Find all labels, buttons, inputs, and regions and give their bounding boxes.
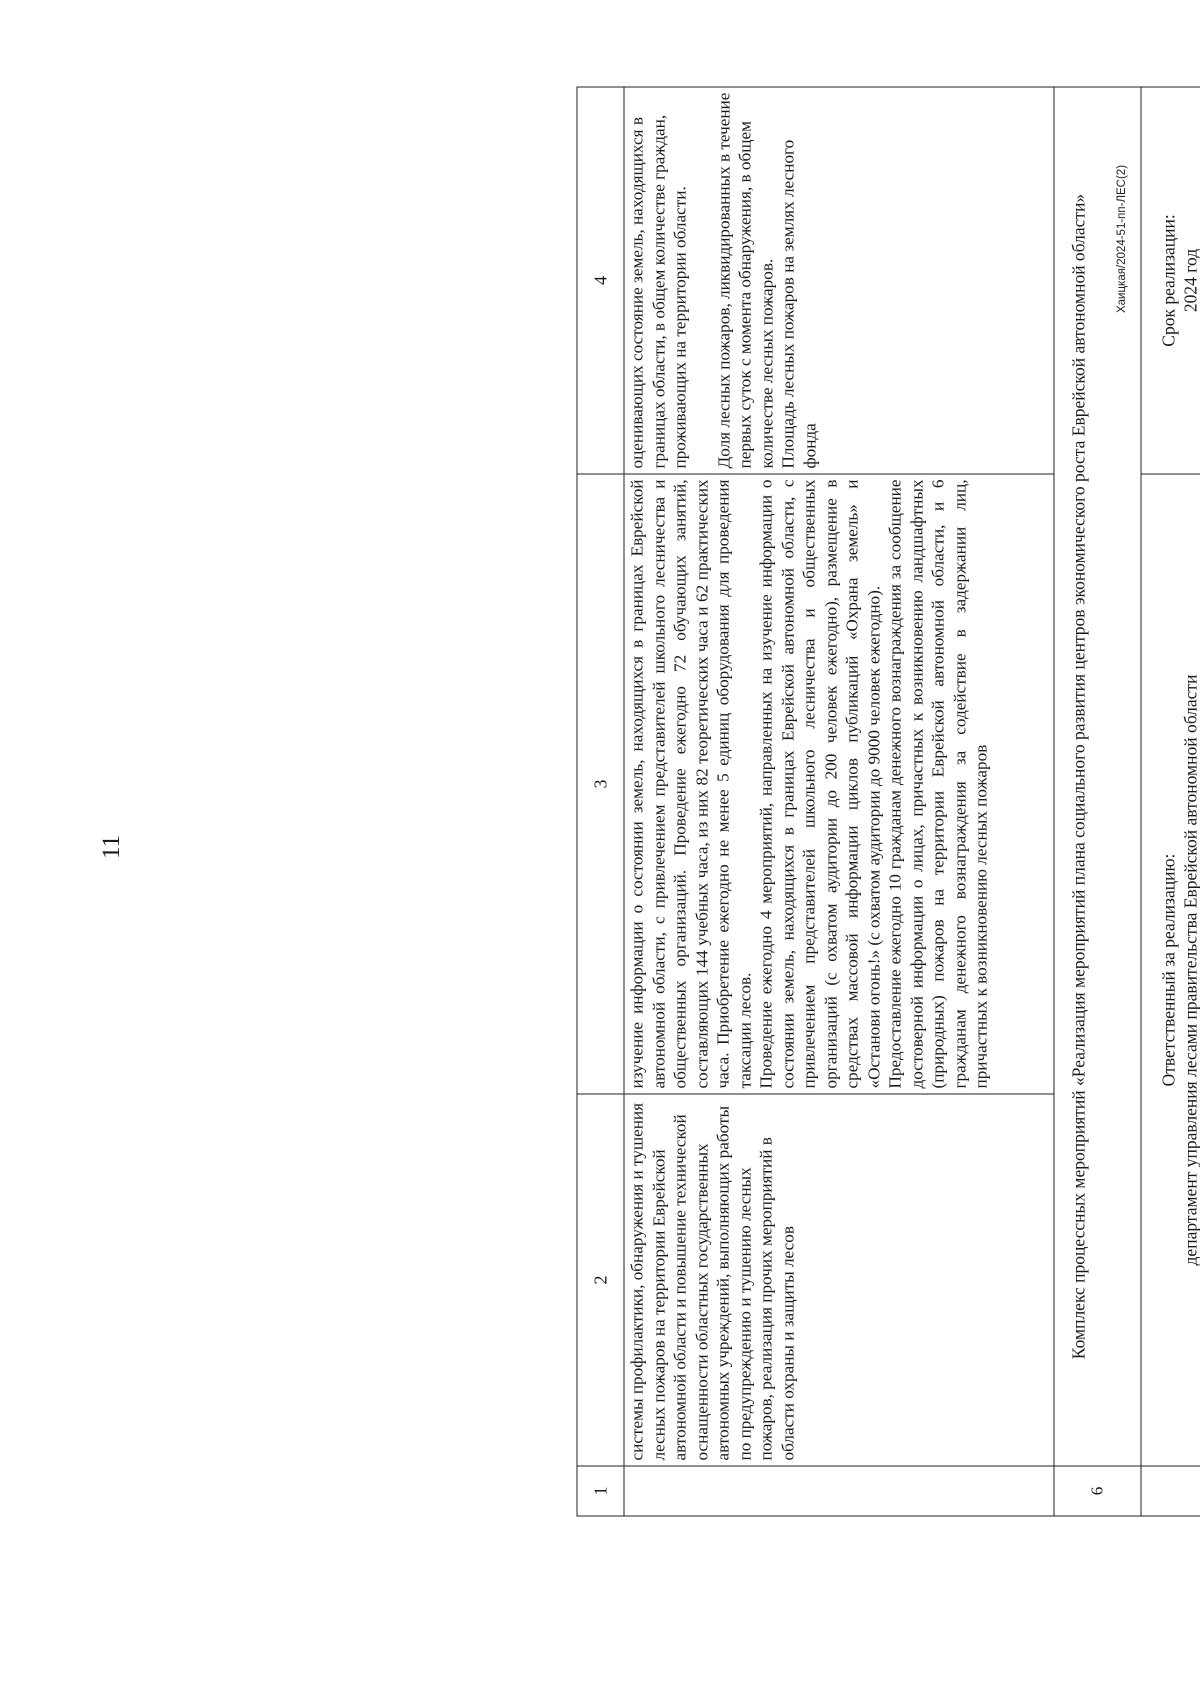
responsible-row [1141, 87, 1200, 1516]
indicators-cell [624, 87, 1054, 474]
header-col-3: 3 [577, 474, 624, 1094]
term-cell [1141, 87, 1200, 474]
term-value: 2024 год [1180, 248, 1200, 312]
header-col-1: 1 [577, 1466, 624, 1516]
measures-paragraph: Проведение ежегодно 4 мероприятий, направленных на изучение информации о состоянии земель, находящихся в границах Еврейской автономной области, с привлечением представителей школьного лесничества и общественных организаций (с охватом аудитории до 200 человек ежегодно), размещение в средствах массовой информации циклов публикаций «Охрана земель» и «Останови огонь!» (с охватом аудитории до 9000 человек ежегодно). [756, 479, 883, 1088]
indicator-text: Доля лесных пожаров, ликвидированных в течение первых суток с момента обнаружения, в общем количестве лесных пожаров. [713, 92, 776, 468]
complex-title: Комплекс процессных мероприятий «Реализация мероприятий плана социального развития центров экономического роста Еврейской автономной области» [1054, 87, 1141, 1466]
responsible-label: Ответственный за реализацию: [1158, 853, 1179, 1086]
empty-cell [1141, 1466, 1200, 1516]
table-header-row [577, 87, 624, 1516]
table-row [624, 87, 1054, 1516]
measures-cell [624, 474, 1054, 1094]
document-code: Хаицкая/2024-51-пп-ЛЕС(2) [1116, 164, 1128, 314]
rotated-table-container [576, 87, 1200, 1516]
indicator-text: Площадь лесных пожаров на землях лесного фонда [778, 139, 819, 468]
row-number-cell [624, 1466, 1054, 1516]
responsible-value: департамент управления лесами правительства Еврейской автономной области [1180, 674, 1200, 1265]
measures-paragraph: изучение информации о состоянии земель, находящихся в границах Еврейской автономной области, с привлечением представителей школьного лесничества и общественных организаций. Проведение ежегодно 72 обучающих занятий, составляющих 144 учебных часа, из них 82 теоретических часа и 62 практических часа. Приобретение ежегодно не менее 5 единиц оборудования для проведения таксации лесов. [627, 479, 754, 1088]
indicator-text: оценивающих состояние земель, находящихся в границах области, в общем количестве граждан, проживающих на территории области. [627, 114, 689, 468]
responsible-cell [1141, 474, 1200, 1466]
page-number: 11 [98, 834, 125, 860]
measures-table [576, 86, 1200, 1516]
term-label: Срок реализации: [1158, 213, 1179, 347]
header-col-2: 2 [577, 1094, 624, 1466]
complex-number: 6 [1054, 1466, 1141, 1516]
measures-paragraph: Предоставление ежегодно 10 гражданам денежного вознаграждения за сообщение достоверной информации о лицах, причастных к возникновению ландшафтных (природных) пожаров на территории Еврейской автономной области, и 6 гражданам денежного вознаграждения за содействие в задержании лиц, причастных к возникновению лесных пожаров [885, 479, 990, 1088]
task-cell: системы профилактики, обнаружения и тушения лесных пожаров на территории Еврейской автономной области и повышение технической оснащенности областных государственных автономных учреждений, выполняющих работы по предупреждению и тушению лесных пожаров, реализация прочих мероприятий в области охраны и защиты лесов [624, 1094, 1054, 1466]
header-col-4: 4 [577, 87, 624, 474]
